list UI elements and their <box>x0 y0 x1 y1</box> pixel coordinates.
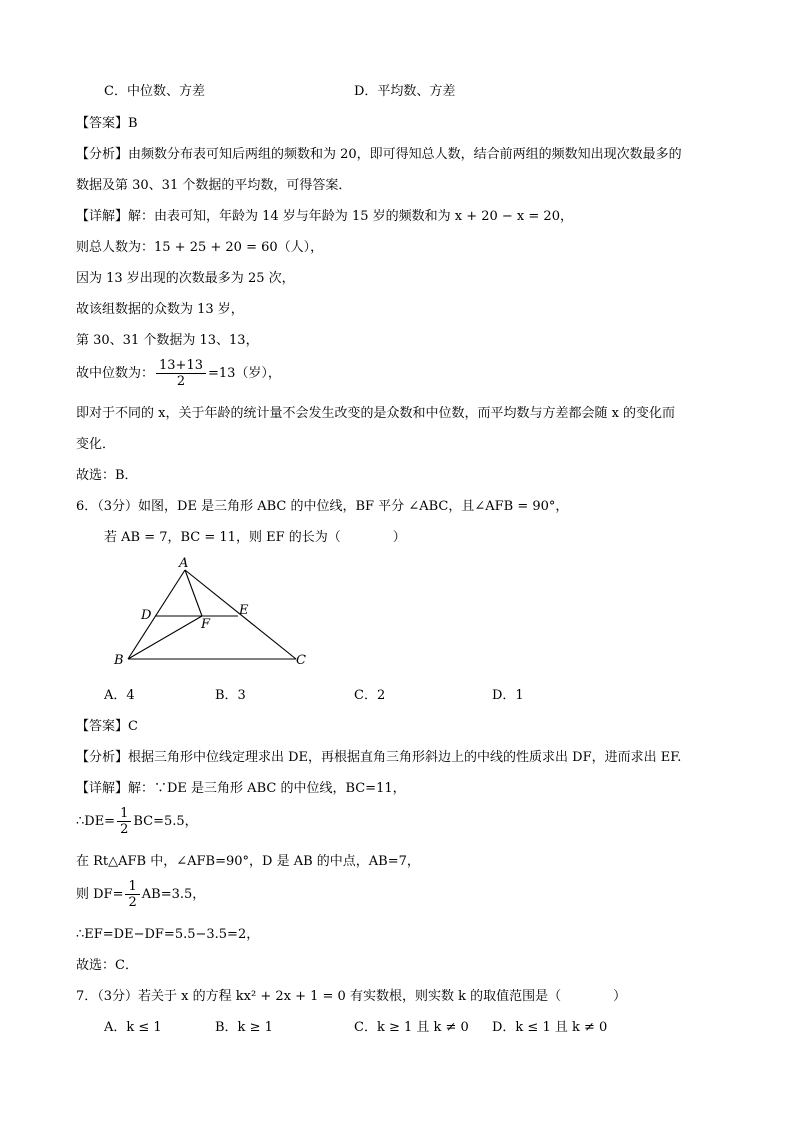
q5-answer: 【答案】B <box>76 116 138 131</box>
q6-df-prefix: 则 DF= <box>76 887 124 902</box>
q5-detail-line-3: 因为 13 岁出现的次数最多为 25 次， <box>76 271 295 286</box>
q5-detail-line-1: 【详解】解：由表可知，年龄为 14 岁与年龄为 15 岁的频数和为 x + 20 − x = 20， <box>76 209 573 224</box>
q6-de-prefix: ∴DE= <box>76 814 116 829</box>
q7-option-b: B．k ≥ 1 <box>215 1020 273 1035</box>
q6-answer: 【答案】C <box>76 719 138 734</box>
q6-triangle-figure <box>100 555 320 680</box>
q5-option-d: D．平均数、方差 <box>354 84 456 99</box>
label-f: F <box>201 617 211 632</box>
q6-choose: 故选：C． <box>76 958 138 973</box>
label-e: E <box>239 603 249 618</box>
q6-detail-line-1: 【详解】解：∵DE 是三角形 ABC 的中位线，BC=11， <box>76 781 406 796</box>
q5-analysis-line-2: 数据及第 30、31 个数据的平均数，可得答案． <box>76 178 352 193</box>
segment-bf <box>128 616 202 659</box>
q5-option-c: C．中位数、方差 <box>104 84 205 99</box>
q6-df-suffix: AB=3.5， <box>141 887 206 902</box>
q5-detail-line-7: 变化． <box>76 437 116 452</box>
q5-median-line <box>76 358 281 389</box>
q5-detail-line-4: 故该组数据的众数为 13 岁， <box>76 302 244 317</box>
label-a: A <box>179 556 189 571</box>
q5-median-fraction: $\frac{13+13}{2}$ <box>156 358 206 389</box>
q6-de-line <box>76 806 198 837</box>
q5-detail-line-5: 第 30、31 个数据为 13、13， <box>76 333 259 348</box>
q6-analysis: 【分析】根据三角形中位线定理求出 DE，再根据直角三角形斜边上的中线的性质求出 DF，进而求出 EF. <box>76 750 682 765</box>
q6-option-c: C．2 <box>354 688 386 703</box>
q6-df-line <box>76 879 205 910</box>
label-b: B <box>114 653 124 668</box>
q6-option-a: A．4 <box>104 688 135 703</box>
q6-half-fraction-2: $\frac{1}{2}$ <box>125 879 139 910</box>
q7-option-c: C．k ≥ 1 且 k ≠ 0 <box>354 1020 469 1035</box>
q5-detail-line-6: 即对于不同的 x，关于年龄的统计量不会发生改变的是众数和中位数，而平均数与方差都会随 x 的变化而 <box>76 406 676 421</box>
q5-median-prefix: 故中位数为： <box>76 366 155 381</box>
q6-stem-line-1: 6．（3分）如图，DE 是三角形 ABC 的中位线，BF 平分 ∠ABC，且∠AFB = 90°， <box>76 499 569 514</box>
q6-de-suffix: BC=5.5， <box>133 814 198 829</box>
q5-analysis-line-1: 【分析】由频数分布表可知后两组的频数和为 20，即可得知总人数，结合前两组的频数知出现次数最多的 <box>76 147 682 162</box>
q7-option-a: A．k ≤ 1 <box>104 1020 162 1035</box>
q5-median-suffix: =13（岁）， <box>208 366 281 381</box>
q6-option-d: D．1 <box>492 688 524 703</box>
q7-option-d: D．k ≤ 1 且 k ≠ 0 <box>492 1020 608 1035</box>
q6-detail-line-5: ∴EF=DE−DF=5.5−3.5=2， <box>76 927 260 942</box>
label-c: C <box>296 653 306 668</box>
q6-option-b: B．3 <box>215 688 246 703</box>
q6-stem-line-2: 若 AB = 7，BC = 11，则 EF 的长为（ ） <box>104 530 406 545</box>
q6-detail-line-3: 在 Rt△AFB 中，∠AFB=90°，D 是 AB 的中点，AB=7， <box>76 854 420 869</box>
q5-choose: 故选：B． <box>76 468 138 483</box>
segment-ab <box>128 570 185 659</box>
q5-detail-line-2: 则总人数为：15 + 25 + 20 = 60（人）， <box>76 240 324 255</box>
q7-stem: 7．（3分）若关于 x 的方程 kx² + 2x + 1 = 0 有实数根，则实数 k 的取值范围是（ ） <box>76 989 627 1004</box>
label-d: D <box>141 608 152 623</box>
q6-half-fraction: $\frac{1}{2}$ <box>117 806 131 837</box>
